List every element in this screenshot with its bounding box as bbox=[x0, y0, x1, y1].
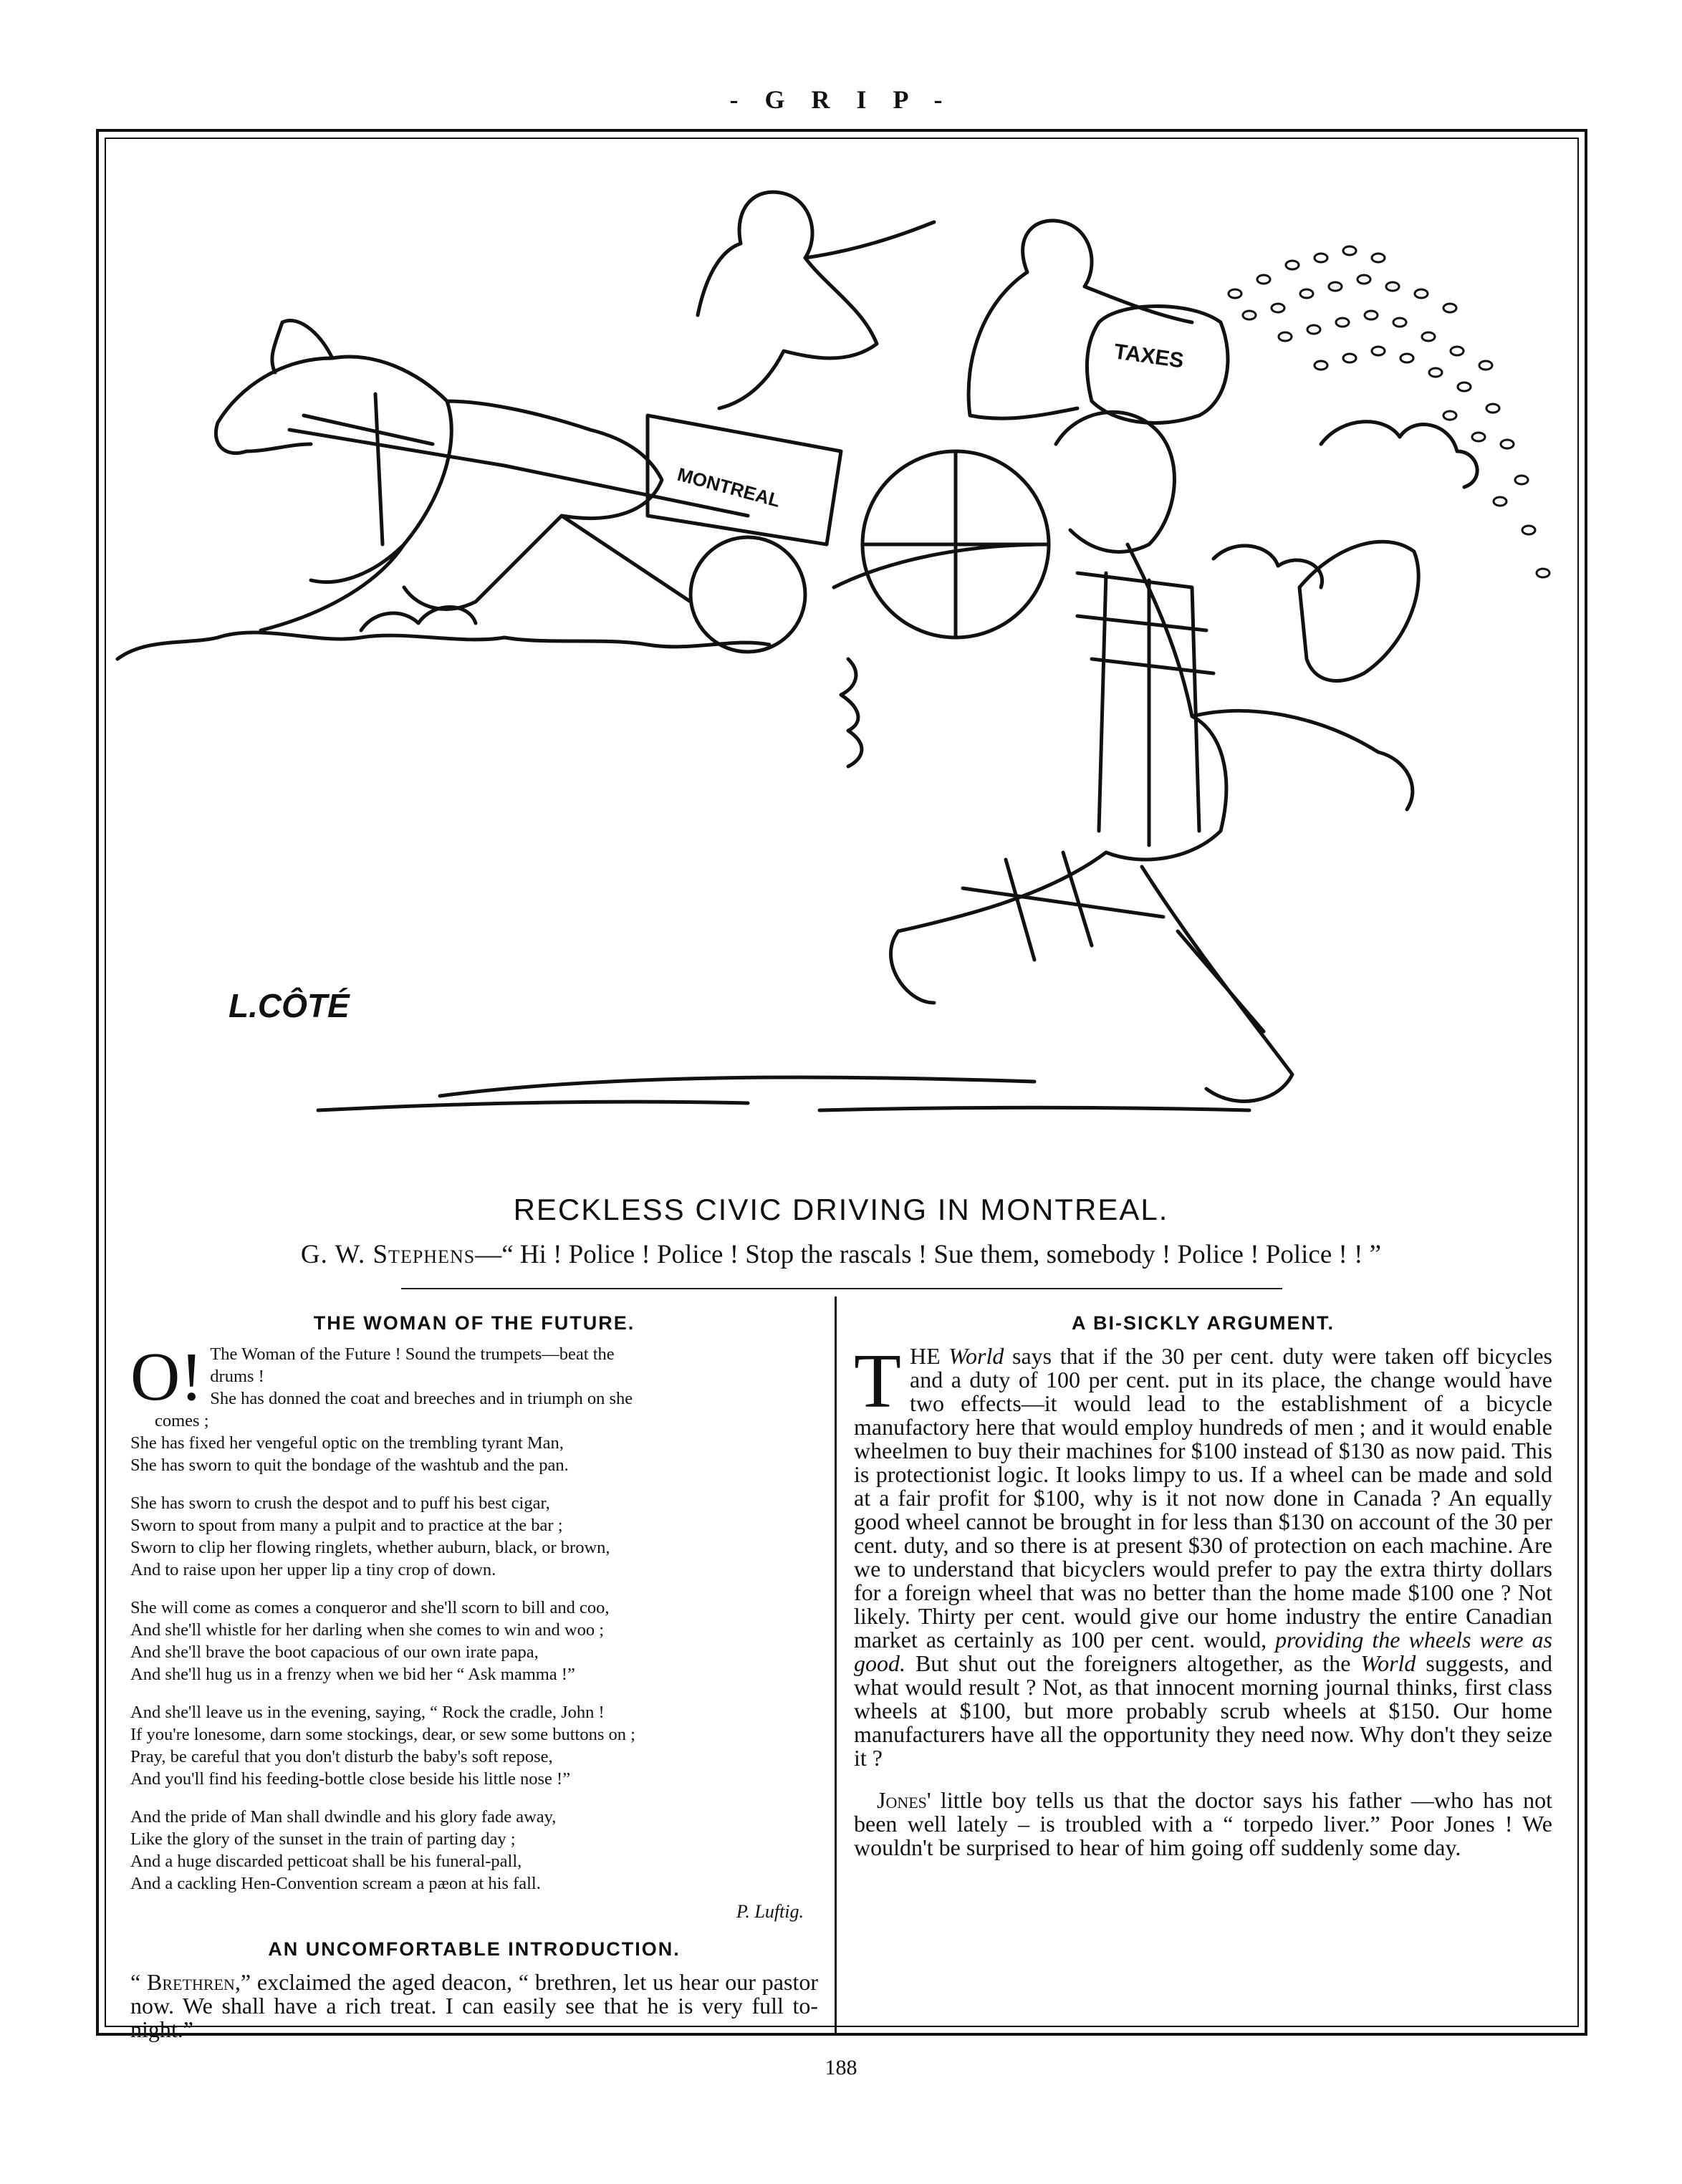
poem-title: THE WOMAN OF THE FUTURE. bbox=[313, 1312, 635, 1334]
artist-signature: L.CÔTÉ bbox=[229, 987, 350, 1024]
cart-label: MONTREAL bbox=[675, 463, 783, 511]
article-title: A BI-SICKLY ARGUMENT. bbox=[1071, 1312, 1335, 1334]
poem-stanza: She has sworn to crush the despot and to puff his best cigar, Sworn to spout from many a pulpit and to practice at the bar ; Sworn to clip her flowing ringlets, whether auburn, black, or brown, And to raise upon her upper lip a tiny crop of down. bbox=[130, 1493, 610, 1579]
tax-thrower-figure bbox=[969, 221, 1192, 418]
article-body bbox=[854, 1339, 1553, 1860]
horse bbox=[216, 320, 691, 630]
poem-stanza: And the pride of Man shall dwindle and his glory fade away, Like the glory of the sunset in the train of parting day ; And a huge discarded petticoat shall be his funeral-pall, And a cackling Hen-Convention scream a pæon at his fall. bbox=[130, 1807, 557, 1893]
poem-stanza: And she'll leave us in the evening, saying, “ Rock the cradle, John ! If you're lonesome, darn some stockings, dear, or sew some buttons on ; Pray, be careful that you don't disturb the baby's soft repose, And you'll find his feeding-bottle close beside his little nose !” bbox=[130, 1703, 635, 1789]
masthead: - G R I P - bbox=[729, 85, 953, 114]
speed-lines bbox=[318, 1077, 1249, 1110]
bag-label: TAXES bbox=[1112, 340, 1186, 373]
caption-speaker: G. W. Stephens bbox=[300, 1240, 476, 1269]
right-column bbox=[854, 1312, 1552, 1860]
plaid-pattern bbox=[963, 573, 1264, 1031]
article-paragraph: Jones' little boy tells us that the doctor says his father —who has not been well lately – is troubled with a “ torpedo liver.” Poor Jones ! We wouldn't be surprised to hear of him going off suddenly some day. bbox=[854, 1787, 1552, 1860]
page-number: 188 bbox=[825, 2056, 857, 2079]
column-divider bbox=[835, 1297, 837, 2034]
poem bbox=[130, 1338, 818, 1923]
poem-stanza: She will come as comes a conqueror and she'll scorn to bill and coo, And she'll whistle for her darling when she comes to win and woo ; And she'll brave the boot capacious of our own irate papa, And she'll hug us in a frenzy when we bid her “ Ask mamma !” bbox=[130, 1598, 610, 1684]
running-man bbox=[834, 412, 1413, 1101]
divider bbox=[401, 1288, 1282, 1289]
caption-quote-text: —“ Hi ! Police ! Police ! Stop the rascals ! Sue them, somebody ! Police ! Police ! ! ” bbox=[475, 1240, 1382, 1269]
intro-text: “ Brethren,” exclaimed the aged deacon, “ brethren, let us hear our pastor now. We shall have a rich treat. I can easily see that he is very full to-night.” bbox=[130, 1969, 818, 2042]
article-paragraph: THE World says that if the 30 per cent. duty were taken off bicycles and a duty of 100 per cent. put in its place, the change would have two effects—it would lead to the establishment of a bicycle manufactory here that would employ hundreds of men ; and it would enable wheelmen to buy their machines for $100 instead of $130 as now paid. This is protectionist logic. It looks limpy to us. If a wheel can be made and sold at a fair profit for $100, why is it not now done in Canada ? An equally good wheel cannot be brought in for less than $130 on account of the 30 per cent. duty, and so there is at present $30 of protection on each machine. Are we to understand that bicyclers would prefer to pay the extra thirty dollars for a foreign wheel that was no better than the home made $100 one ? Not likely. Thirty per cent. would give our home industry the entire Canadian market as certainly as 100 per cent. would, providing the wheels were as good. But shut out the foreigners altogether, as the World suggests, and what would result ? Not, as that innocent morning journal thinks, first class wheels at $100, but more probably scrub wheels at $150. Our home manufacturers have all the opportunity they need now. Why don't they seize it ? bbox=[854, 1339, 1553, 1771]
cart-wheel bbox=[691, 537, 805, 652]
article-dropcap: T bbox=[854, 1339, 901, 1424]
cartoon-caption bbox=[0, 1239, 1682, 1270]
poem-stanza: O! The Woman of the Future ! Sound the trumpets—beat the drums ! She has donned the coat and breeches and in triumph on she comes ; She has fixed her vengeful optic on the trembling tyrant Man, She has sworn to quit the bondage of the washtub and the pan. bbox=[130, 1338, 633, 1475]
intro-title: AN UNCOMFORTABLE INTRODUCTION. bbox=[268, 1938, 681, 1960]
dust-cloud bbox=[1321, 422, 1477, 487]
falling-coins-trail bbox=[841, 659, 862, 766]
poem-dropcap: O! bbox=[130, 1338, 203, 1415]
top-hat bbox=[1299, 542, 1418, 680]
left-column bbox=[130, 1312, 818, 2041]
poem-author: P. Luftig. bbox=[736, 1901, 804, 1922]
driver-figure bbox=[698, 192, 934, 408]
cartoon-title: RECKLESS CIVIC DRIVING IN MONTREAL. bbox=[513, 1193, 1169, 1226]
dust-cloud bbox=[117, 632, 769, 659]
cartoon-illustration bbox=[103, 143, 1580, 1175]
dust-cloud bbox=[361, 607, 476, 631]
